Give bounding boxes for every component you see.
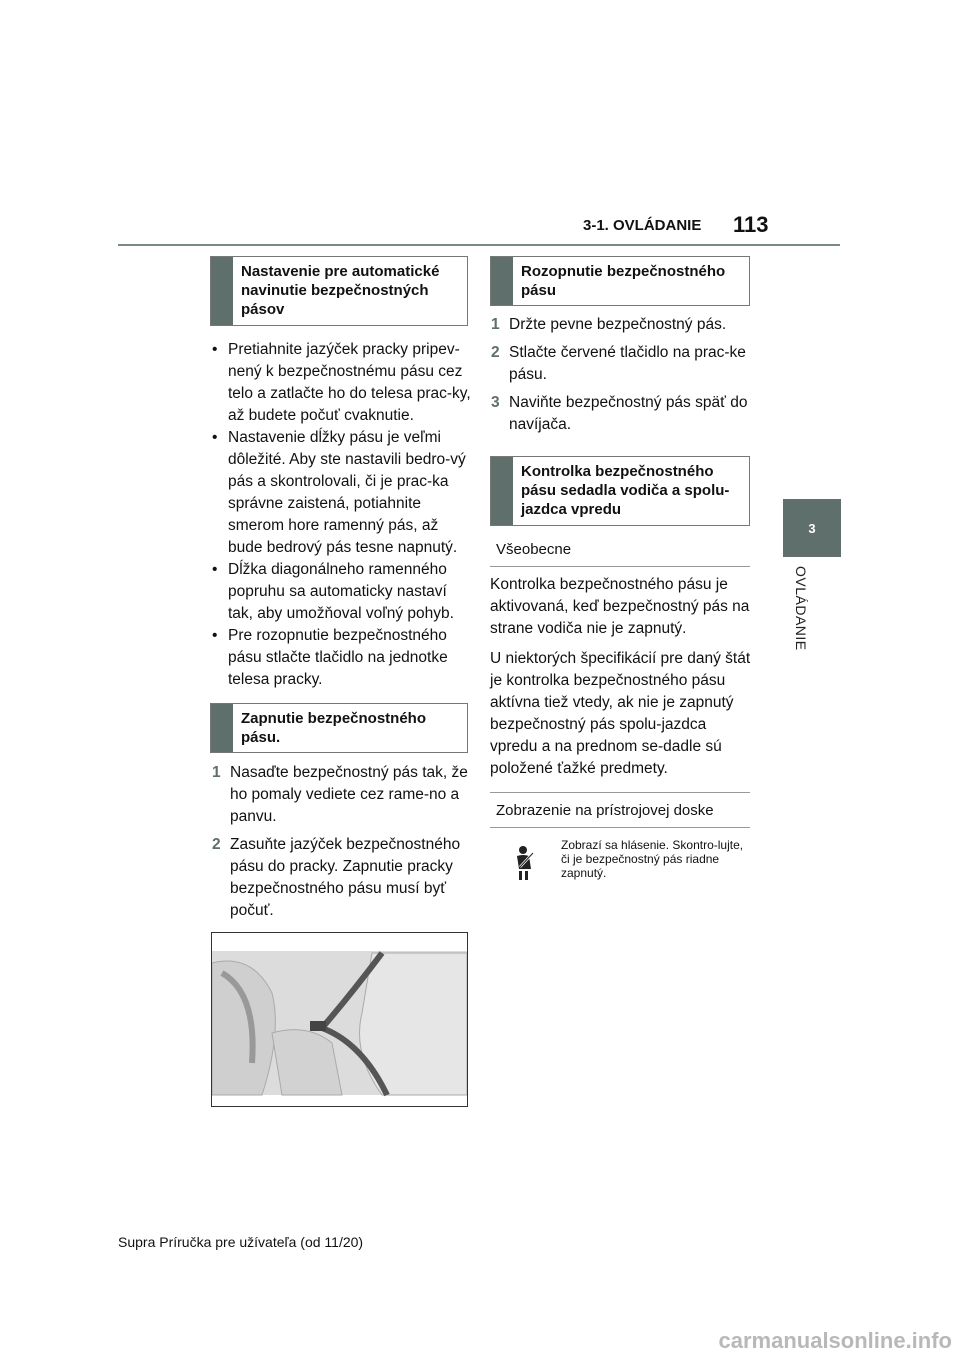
warning-message: Zobrazí sa hlásenie. Skontro-lujte, či je bezpečnostný pás riadne zapnutý. [561,838,744,880]
step-item [212,762,470,828]
seatbelt-warning-icon [513,845,539,881]
bullet-list [212,339,472,691]
step-number: 3 [491,394,500,411]
header-rule [118,244,840,246]
indicator-text [490,574,752,788]
section-box-bar [211,257,233,325]
list-item: • Pretiahnite jazýček pracky pripev-nený k bezpečnostnému pásu cez telo a zatlačte ho do telesa prac-ky, až budete počuť cvaknutie. [212,339,472,427]
section-box-unfasten [490,256,750,306]
section-box-bar [211,704,233,752]
subheading-general: Všeobecne [490,533,750,567]
section-box-bar [491,257,513,305]
section-box-bar [491,457,513,525]
subheading-instrument-display: Zobrazenie na prístrojovej doske [490,792,750,828]
step-text: Stlačte červené tlačidlo na prac-ke pásu. [509,344,746,383]
list-item: • Nastavenie dĺžky pásu je veľmi dôležité. Aby ste nastavili bedro-vý pás a skontrolovali, či je prac-ka správne zaistená, potiahnite smerom hore ramenný pás, až bude bedrový pás tesne napnutý. [212,427,472,559]
step-number: 2 [491,344,500,361]
seatbelt-illustration-drawing [212,933,467,1106]
section-box-title: Nastavenie pre automatické navinutie bezpečnostných pásov [241,263,440,318]
step-text: Naviňte bezpečnostný pás späť do navíjača. [509,394,748,433]
watermark: carmanualsonline.info [718,1328,952,1353]
step-number: 2 [212,836,221,853]
list-item: • Dĺžka diagonálneho ramenného popruhu sa automaticky nastaví tak, aby umožňoval voľný pohyb. [212,559,472,625]
chapter-label: OVLÁDANIE [793,566,809,651]
page-number: 113 [733,212,769,237]
step-text: Nasaďte bezpečnostný pás tak, že ho pomaly vediete cez rame-no a panvu. [230,764,468,825]
step-item [212,834,470,922]
header-section: 3-1. OVLÁDANIE [583,217,702,234]
chapter-tab: 3 [783,499,841,557]
footer-text: Supra Príručka pre užívateľa (od 11/20) [118,1234,364,1250]
step-item [491,314,753,336]
paragraph: U niektorých špecifikácií pre daný štát je kontrolka bezpečnostného pásu aktívna tiež vtedy, ak nie je zapnutý bezpečnostný pás spolu-jazdca vpredu a na prednom se-dadle sú položené ťažké predmety. [490,650,751,777]
step-text: Zasuňte jazýček bezpečnostného pásu do pracky. Zapnutie pracky bezpečnostného pásu musí byť počuť. [230,836,461,919]
seatbelt-illustration [211,932,468,1107]
list-item: • Pre rozopnutie bezpečnostného pásu stlačte tlačidlo na jednotke telesa pracky. [212,625,472,691]
section-box-title: Kontrolka bezpečnostného pásu sedadla vodiča a spolu-jazdca vpredu [521,463,730,518]
section-box-title: Rozopnutie bezpečnostného pásu [521,263,726,299]
fasten-steps [212,762,470,928]
step-number: 1 [491,316,500,333]
section-box-indicator [490,456,750,526]
unfasten-steps [491,314,753,442]
section-box-auto-retract [210,256,468,326]
section-box-fasten [210,703,468,753]
step-item [491,342,753,386]
paragraph: Kontrolka bezpečnostného pásu je aktivovaná, keď bezpečnostný pás na strane vodiča nie je zapnutý. [490,576,750,637]
step-item [491,392,753,436]
section-box-title: Zapnutie bezpečnostného pásu. [241,710,427,746]
step-number: 1 [212,764,221,781]
step-text: Držte pevne bezpečnostný pás. [509,316,727,333]
